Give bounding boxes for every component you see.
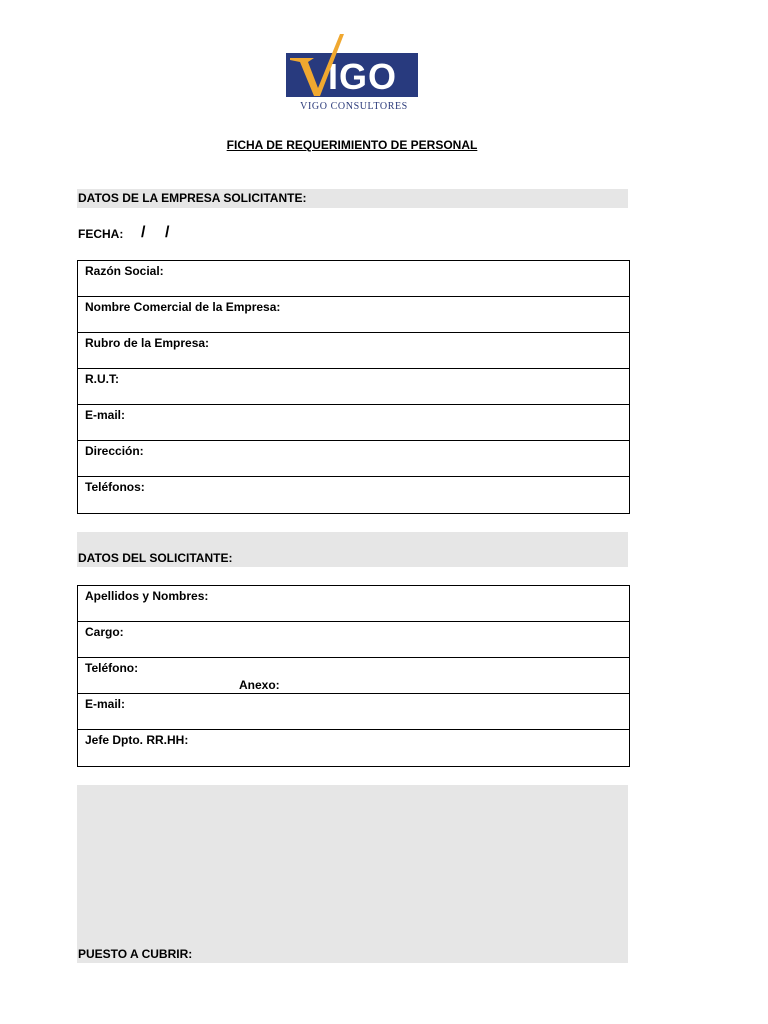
field-label: E-mail: (85, 408, 126, 422)
field-label: Teléfono: (85, 661, 139, 675)
field-label: R.U.T: (85, 372, 119, 386)
field-label: Cargo: (85, 625, 124, 639)
field-anexo-label: Anexo: (239, 678, 280, 692)
applicant-fields-table (77, 585, 630, 767)
field-cargo[interactable] (78, 622, 629, 658)
field-label: Nombre Comercial de la Empresa: (85, 300, 281, 314)
position-section-heading: PUESTO A CUBRIR: (78, 947, 193, 961)
field-label: Jefe Dpto. RR.HH: (85, 733, 189, 747)
vigo-logo (284, 32, 424, 114)
field-label: E-mail: (85, 697, 126, 711)
company-section-header (77, 189, 628, 208)
logo-caption: VIGO CONSULTORES (300, 101, 408, 112)
field-label: Dirección: (85, 444, 144, 458)
field-nombre-comercial[interactable] (78, 297, 629, 333)
vigo-logo-mark (284, 32, 424, 100)
applicant-section-heading: DATOS DEL SOLICITANTE: (78, 551, 233, 565)
company-section-heading: DATOS DE LA EMPRESA SOLICITANTE: (78, 191, 307, 205)
date-row (78, 224, 170, 241)
document-title: FICHA DE REQUERIMIENTO DE PERSONAL (226, 138, 478, 152)
field-jefe-rrhh[interactable] (78, 730, 629, 766)
field-label: Teléfonos: (85, 480, 145, 494)
field-label: Apellidos y Nombres: (85, 589, 209, 603)
applicant-section-header (77, 532, 628, 567)
field-label: Rubro de la Empresa: (85, 336, 210, 350)
field-rut[interactable] (78, 369, 629, 405)
logo-wordmark: IGO (328, 56, 398, 97)
field-direccion[interactable] (78, 441, 629, 477)
field-applicant-email[interactable] (78, 694, 629, 730)
position-section-header (77, 785, 628, 963)
date-separator-1: / (141, 224, 146, 241)
company-fields-table (77, 260, 630, 514)
date-separator-2: / (165, 224, 170, 241)
field-telefono[interactable] (78, 658, 629, 694)
field-rubro[interactable] (78, 333, 629, 369)
field-label: Razón Social: (85, 264, 164, 278)
field-apellidos-nombres[interactable] (78, 586, 629, 622)
field-telefonos[interactable] (78, 477, 629, 513)
field-razon-social[interactable] (78, 261, 629, 297)
field-email[interactable] (78, 405, 629, 441)
date-label: FECHA: (78, 227, 124, 241)
